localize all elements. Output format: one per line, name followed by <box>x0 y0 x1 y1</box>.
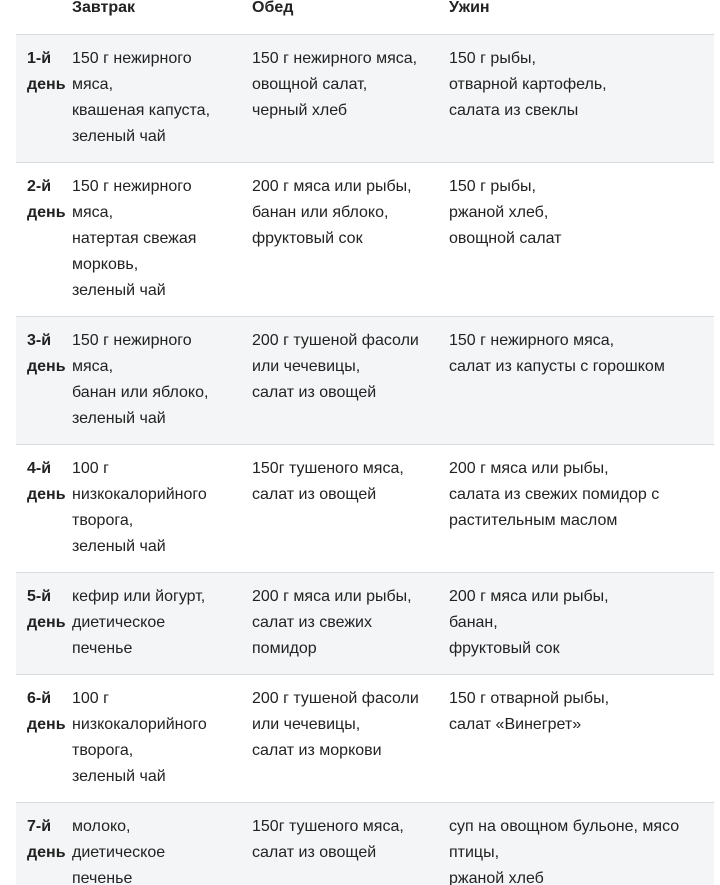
breakfast-item: натертая свежая <box>72 230 197 247</box>
day-number: 5-й <box>27 588 52 605</box>
lunch-item: 200 г тушеной фасоли <box>252 332 419 349</box>
breakfast-item: мяса, <box>72 204 114 221</box>
breakfast-item: 150 г нежирного <box>72 50 192 67</box>
dinner-item: 150 г нежирного мяса, <box>449 332 615 349</box>
lunch-cell <box>252 163 449 317</box>
table-row <box>16 445 714 573</box>
breakfast-item: 100 г <box>72 690 109 707</box>
breakfast-item: кефир или йогурт, <box>72 588 206 605</box>
breakfast-item: 150 г нежирного <box>72 178 192 195</box>
day-word: день <box>27 358 66 375</box>
day-label <box>16 35 72 163</box>
breakfast-item: зеленый чай <box>72 282 166 299</box>
dinner-item: 150 г отварной рыбы, <box>449 690 610 707</box>
header-breakfast: Завтрак <box>72 0 136 16</box>
lunch-item: 200 г мяса или рыбы, <box>252 588 412 605</box>
breakfast-item: творога, <box>72 742 134 759</box>
dinner-item: 200 г мяса или рыбы, <box>449 460 609 477</box>
lunch-item: салат из овощей <box>252 384 377 401</box>
dinner-cell <box>449 163 714 317</box>
day-word: день <box>27 844 66 861</box>
lunch-item: помидор <box>252 640 317 657</box>
lunch-item: или чечевицы, <box>252 716 361 733</box>
dinner-item: отварной картофель, <box>449 76 607 93</box>
dinner-item: 150 г рыбы, <box>449 178 536 195</box>
breakfast-item: зеленый чай <box>72 410 166 427</box>
breakfast-item: зеленый чай <box>72 128 166 145</box>
dinner-item: птицы, <box>449 844 500 861</box>
breakfast-cell <box>72 573 252 675</box>
day-label <box>16 573 72 675</box>
table-row <box>16 803 714 885</box>
dinner-item: ржаной хлеб <box>449 870 544 885</box>
breakfast-item: банан или яблоко, <box>72 384 209 401</box>
lunch-item: салат из овощей <box>252 486 377 503</box>
dinner-item: овощной салат <box>449 230 562 247</box>
lunch-item: или чечевицы, <box>252 358 361 375</box>
breakfast-item: 100 г <box>72 460 109 477</box>
lunch-cell <box>252 573 449 675</box>
breakfast-item: 150 г нежирного <box>72 332 192 349</box>
breakfast-item: низкокалорийного <box>72 486 207 503</box>
lunch-item: салат из овощей <box>252 844 377 861</box>
breakfast-item: печенье <box>72 870 133 885</box>
lunch-item: салат из свежих <box>252 614 372 631</box>
day-number: 6-й <box>27 690 52 707</box>
lunch-cell <box>252 445 449 573</box>
day-label <box>16 445 72 573</box>
lunch-item: 200 г тушеной фасоли <box>252 690 419 707</box>
lunch-item: салат из моркови <box>252 742 382 759</box>
dinner-item: банан, <box>449 614 498 631</box>
table-row <box>16 675 714 803</box>
lunch-item: 200 г мяса или рыбы, <box>252 178 412 195</box>
day-word: день <box>27 76 66 93</box>
day-label <box>16 803 72 885</box>
lunch-item: банан или яблоко, <box>252 204 389 221</box>
day-number: 4-й <box>27 460 52 477</box>
dinner-cell <box>449 675 714 803</box>
dinner-item: салат «Винегрет» <box>449 716 582 733</box>
day-word: день <box>27 486 66 503</box>
breakfast-cell <box>72 163 252 317</box>
lunch-item: 150 г нежирного мяса, <box>252 50 418 67</box>
dinner-item: 200 г мяса или рыбы, <box>449 588 609 605</box>
lunch-item: фруктовый сок <box>252 230 363 247</box>
breakfast-cell <box>72 675 252 803</box>
lunch-cell <box>252 803 449 885</box>
breakfast-item: мяса, <box>72 76 114 93</box>
table-header <box>16 0 714 35</box>
breakfast-item: диетическое <box>72 844 166 861</box>
lunch-item: 150г тушеного мяса, <box>252 460 404 477</box>
lunch-cell <box>252 675 449 803</box>
lunch-cell <box>252 35 449 163</box>
lunch-item: черный хлеб <box>252 102 348 119</box>
breakfast-item: квашеная капуста, <box>72 102 211 119</box>
header-row <box>16 0 714 35</box>
lunch-item: 150г тушеного мяса, <box>252 818 404 835</box>
breakfast-item: зеленый чай <box>72 768 166 785</box>
breakfast-item: молоко, <box>72 818 131 835</box>
table-row <box>16 317 714 445</box>
dinner-cell <box>449 803 714 885</box>
breakfast-item: диетическое <box>72 614 166 631</box>
day-number: 7-й <box>27 818 52 835</box>
dinner-item: 150 г рыбы, <box>449 50 536 67</box>
day-number: 1-й <box>27 50 52 67</box>
dinner-item: суп на овощном бульоне, мясо <box>449 818 680 835</box>
day-number: 2-й <box>27 178 52 195</box>
day-label <box>16 317 72 445</box>
table-row <box>16 163 714 317</box>
day-word: день <box>27 204 66 221</box>
dinner-cell <box>449 445 714 573</box>
dinner-item: растительным маслом <box>449 512 618 529</box>
dinner-cell <box>449 35 714 163</box>
breakfast-cell <box>72 317 252 445</box>
header-day <box>16 0 72 35</box>
table-row <box>16 35 714 163</box>
dinner-cell <box>449 317 714 445</box>
breakfast-item: зеленый чай <box>72 538 166 555</box>
header-dinner: Ужин <box>449 0 490 16</box>
dinner-item: салата из свежих помидор с <box>449 486 660 503</box>
breakfast-cell <box>72 445 252 573</box>
breakfast-item: мяса, <box>72 358 114 375</box>
diet-menu-table <box>16 0 714 885</box>
breakfast-item: творога, <box>72 512 134 529</box>
table-body <box>16 35 714 885</box>
dinner-cell <box>449 573 714 675</box>
day-word: день <box>27 614 66 631</box>
table-row <box>16 573 714 675</box>
lunch-cell <box>252 317 449 445</box>
lunch-item: овощной салат, <box>252 76 368 93</box>
breakfast-item: печенье <box>72 640 133 657</box>
day-label <box>16 163 72 317</box>
breakfast-item: морковь, <box>72 256 139 273</box>
breakfast-item: низкокалорийного <box>72 716 207 733</box>
day-number: 3-й <box>27 332 52 349</box>
breakfast-cell <box>72 803 252 885</box>
day-label <box>16 675 72 803</box>
dinner-item: салата из свеклы <box>449 102 579 119</box>
dinner-item: фруктовый сок <box>449 640 560 657</box>
breakfast-cell <box>72 35 252 163</box>
dinner-item: ржаной хлеб, <box>449 204 549 221</box>
header-lunch: Обед <box>252 0 294 16</box>
dinner-item: салат из капусты с горошком <box>449 358 665 375</box>
day-word: день <box>27 716 66 733</box>
